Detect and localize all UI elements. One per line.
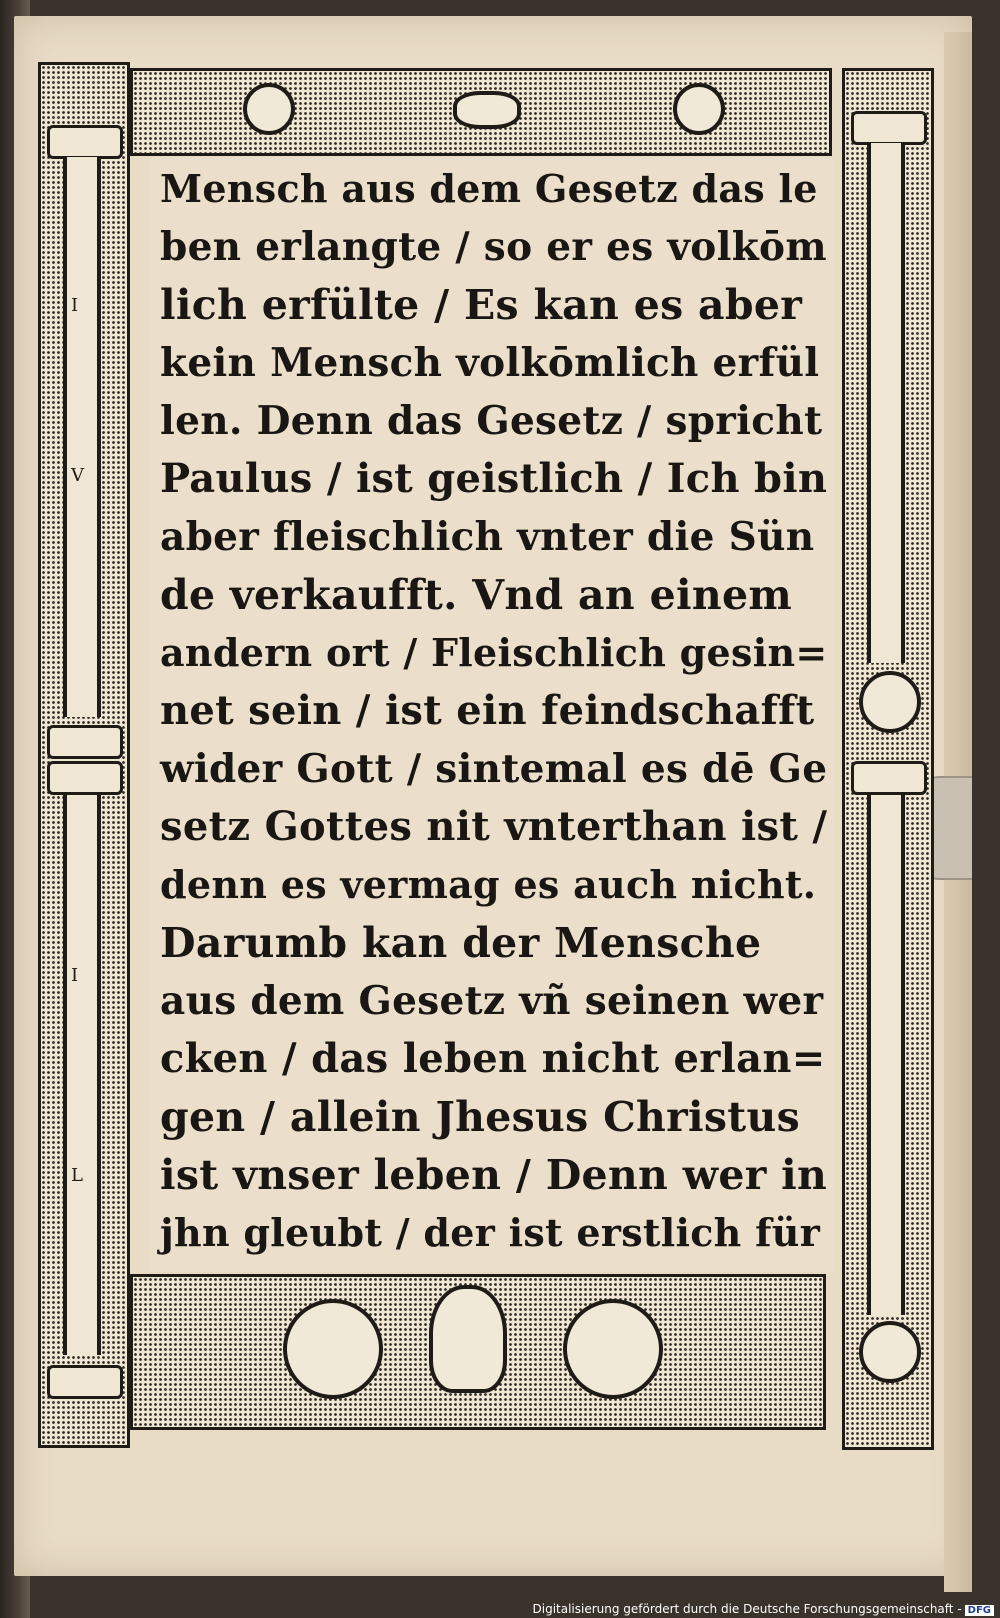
column-shaft (867, 143, 905, 663)
text-line: Mensch aus dem Gesetz das le (160, 166, 818, 211)
text-line: Darumb kan der Mensche (160, 919, 762, 967)
digitization-credit (533, 1602, 995, 1616)
column-capital (851, 111, 927, 145)
rosette-icon (243, 83, 295, 135)
text-block (150, 158, 834, 1272)
bottom-ornament-band (130, 1274, 826, 1430)
text-line: lich erfülte / Es kan es aber (160, 281, 803, 329)
column-capital (47, 725, 123, 759)
text-line: andern ort / Fleischlich gesin= (160, 630, 828, 675)
urn-ornament-icon (859, 1321, 921, 1383)
column-shaft (63, 795, 101, 1355)
text-line: Paulus / ist geistlich / Ich bin (160, 455, 828, 502)
column-capital (851, 761, 927, 795)
text-line: wider Gott / sintemal es dē Ge (160, 746, 828, 792)
text-line: jhn gleubt / der ist erstlich für (160, 1210, 821, 1255)
ribbon-letter: I (71, 295, 79, 316)
dfg-logo: DFG (965, 1605, 994, 1616)
urn-ornament-icon (859, 671, 921, 733)
text-line: aber fleischlich vnter die Sün (160, 514, 815, 560)
column-capital (47, 761, 123, 795)
top-ornament-band (130, 68, 832, 156)
column-capital (47, 125, 123, 159)
text-line: setz Gottes nit vnterthan ist / (160, 803, 828, 850)
text-line: cken / das leben nicht erlan= (160, 1035, 826, 1082)
ribbon-letter: L (71, 1165, 83, 1186)
text-line: aus dem Gesetz vñ seinen wer (160, 978, 824, 1024)
text-line: gen / allein Jhesus Christus (160, 1093, 801, 1141)
rosette-icon (283, 1299, 383, 1399)
text-line: denn es vermag es auch nicht. (160, 862, 817, 907)
text-line: de verkaufft. Vnd an einem (160, 571, 793, 619)
right-column-ornament (842, 68, 934, 1450)
text-line: ist vnser leben / Denn wer in (160, 1151, 828, 1199)
text-line: ben erlangte / so er es volkōm (160, 224, 827, 270)
book-page (14, 16, 972, 1576)
crown-ornament-icon (453, 91, 521, 129)
text-line: kein Mensch volkōmlich erfül (160, 340, 820, 386)
ribbon-letter: V (71, 465, 84, 486)
rosette-icon (673, 83, 725, 135)
text-line: net sein / ist ein feindschafft (160, 687, 815, 734)
text-line: len. Denn das Gesetz / spricht (160, 398, 823, 444)
ribbon-letter: I (71, 965, 79, 986)
column-capital (47, 1365, 123, 1399)
left-column-ornament (38, 62, 130, 1448)
column-shaft (867, 795, 905, 1315)
figure-head-icon (429, 1285, 507, 1393)
rosette-icon (563, 1299, 663, 1399)
credit-text: Digitalisierung gefördert durch die Deutsche Forschungsgemeinschaft - (532, 1602, 962, 1616)
woodcut-border-frame (38, 62, 934, 1474)
column-shaft (63, 157, 101, 717)
